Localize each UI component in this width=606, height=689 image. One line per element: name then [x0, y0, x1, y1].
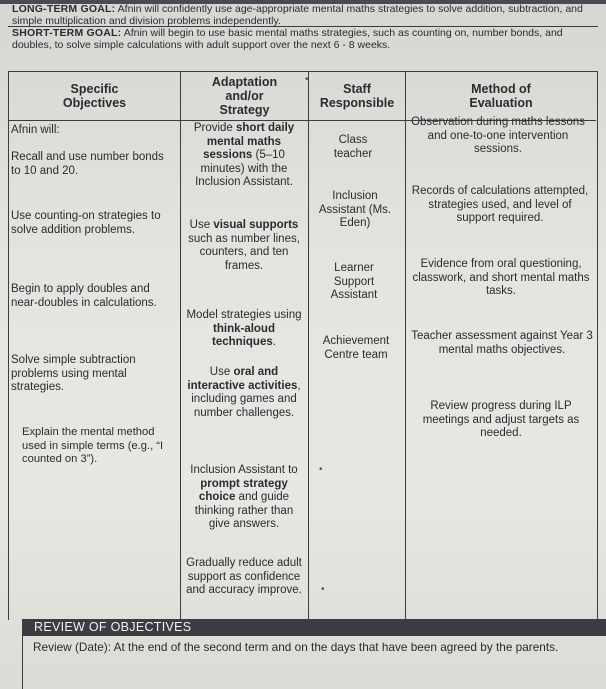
objective-item: Recall and use number bonds to 10 and 20.	[11, 151, 164, 177]
staff-item: Inclusion Assistant (Ms. Eden)	[318, 190, 392, 230]
strategy-item: Inclusion Assistant to prompt strategy choice and guide thinking rather than give answers.	[190, 464, 298, 531]
review-of-objectives-heading: REVIEW OF OBJECTIVES	[22, 619, 606, 636]
strategy-item: Use oral and interactive activities, including games and number challenges.	[187, 366, 301, 419]
objectives-table	[8, 72, 598, 620]
evaluation-item: Teacher assessment against Year 3 mental maths objectives.	[411, 330, 593, 356]
column-adaptation-strategy	[181, 72, 309, 620]
evaluation-item: Evidence from oral questioning, classwork, and short mental maths tasks.	[412, 258, 590, 298]
long-term-goal-label: LONG-TERM GOAL:	[12, 3, 116, 15]
staff-item: Class teacher	[333, 134, 373, 160]
strategy-item: Provide short daily mental maths sessions (5–10 minutes) with the Inclusion Assistant.	[193, 122, 295, 189]
header-specific-objectives	[9, 72, 180, 121]
header-adaptation-strategy-text: Adaptation and/or Strategy	[211, 75, 278, 117]
objective-item: Explain the mental method used in simple terms (e.g., “I counted on 3”).	[22, 426, 164, 466]
strategy-item: Use visual supports such as number lines, counters, and ten frames.	[188, 219, 300, 272]
staff-item: Learner Support Assistant	[330, 262, 378, 302]
header-method-of-evaluation	[406, 72, 596, 121]
short-term-goal	[8, 27, 598, 72]
header-specific-objectives-text: Specific Objectives	[62, 82, 127, 110]
short-term-goal-label: SHORT-TERM GOAL:	[12, 27, 122, 39]
bullet-icon: •	[305, 74, 309, 85]
long-term-goal-text: Afnin will confidently use age-appropriate mental maths strategies to solve addition, subtraction, and simple multiplication and division problems independently.	[12, 3, 583, 27]
review-of-objectives-text: Review (Date): At the end of the second term and on the days that have been agreed by the parents.	[22, 636, 606, 689]
header-method-of-evaluation-text: Method of Evaluation	[469, 82, 533, 110]
strategy-item: Gradually reduce adult support as confidence and accuracy improve.	[186, 557, 302, 597]
bullet-icon: •	[319, 464, 323, 475]
evaluation-item: Records of calculations attempted, strategies used, and level of support required.	[411, 185, 589, 225]
column-staff-responsible	[305, 72, 406, 620]
long-term-goal	[8, 3, 598, 27]
header-staff-responsible-text: Staff Responsible	[319, 82, 395, 110]
objective-item: Begin to apply doubles and near-doubles in calculations.	[11, 283, 157, 309]
objectives-intro: Afnin will:	[11, 124, 60, 136]
column-method-of-evaluation	[406, 72, 596, 620]
column-specific-objectives	[9, 72, 181, 620]
bullet-icon: •	[321, 584, 325, 595]
evaluation-item: Observation during maths lessons and one-to-one intervention sessions.	[411, 116, 585, 156]
short-term-goal-text: Afnin will begin to use basic mental maths strategies, such as counting on, number bonds, and doubles, to solve simple calculations with adult support over the next 6 - 8 weeks.	[12, 27, 563, 51]
evaluation-item: Review progress during ILP meetings and adjust targets as needed.	[422, 400, 580, 440]
objective-item: Solve simple subtraction problems using mental strategies.	[11, 354, 136, 394]
header-adaptation-strategy	[181, 72, 308, 121]
objective-item: Use counting-on strategies to solve addition problems.	[11, 210, 161, 236]
staff-item: Achievement Centre team	[322, 335, 390, 361]
strategy-item: Model strategies using think-aloud techniques.	[186, 309, 302, 349]
header-staff-responsible	[309, 72, 405, 121]
